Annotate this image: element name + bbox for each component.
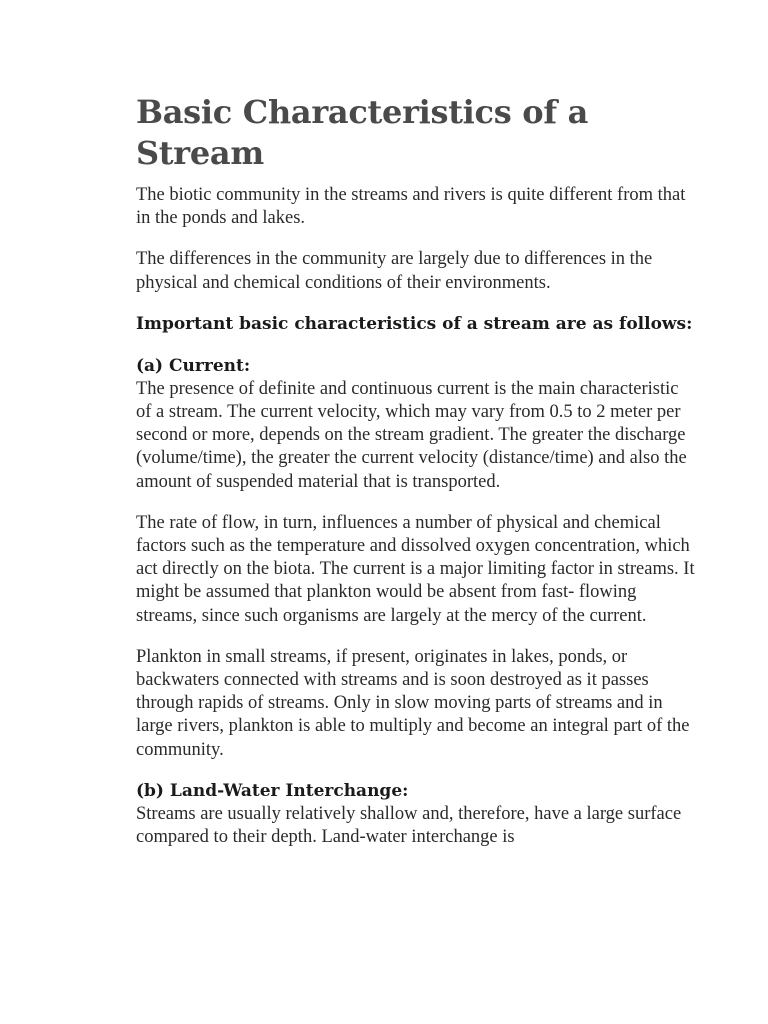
intro-paragraph-2: The differences in the community are largely due to differences in the physical and chemical conditions of their environments. <box>136 249 653 293</box>
section-current <box>136 355 696 762</box>
intro-paragraph-1: The biotic community in the streams and rivers is quite different from that in the ponds and lakes. <box>136 185 686 229</box>
section-heading: (a) Current: <box>136 355 251 376</box>
section-land-water-interchange <box>136 780 696 849</box>
section-paragraph: Streams are usually relatively shallow and, therefore, have a large surface compared to their depth. Land-water interchange is <box>136 803 682 848</box>
document-page <box>136 92 696 867</box>
section-paragraph: The presence of definite and continuous current is the main characteristic of a stream. The current velocity, which may vary from 0.5 to 2 meter per second or more, depends on the stream gradient. The greater the discharge (volume/time), the greater the current velocity (distance/time) and also the amount of suspended material that is transported. <box>136 378 687 492</box>
section-paragraph: The rate of flow, in turn, influences a number of physical and chemical factors such as the temperature and dissolved oxygen concentration, which act directly on the biota. The current is a major limiting factor in streams. It might be assumed that plankton would be absent from fast- flowing streams, since such organisms are largely at the mercy of the current. <box>136 512 695 626</box>
lead-heading: Important basic characteristics of a stream are as follows: <box>136 313 693 334</box>
section-heading: (b) Land-Water Interchange: <box>136 780 409 801</box>
page-title: Basic Characteristics of a Stream <box>136 93 589 172</box>
section-paragraph: Plankton in small streams, if present, originates in lakes, ponds, or backwaters connected with streams and is soon destroyed as it passes through rapids of streams. Only in slow moving parts of streams and in large rivers, plankton is able to multiply and become an integral part of the community. <box>136 646 690 760</box>
